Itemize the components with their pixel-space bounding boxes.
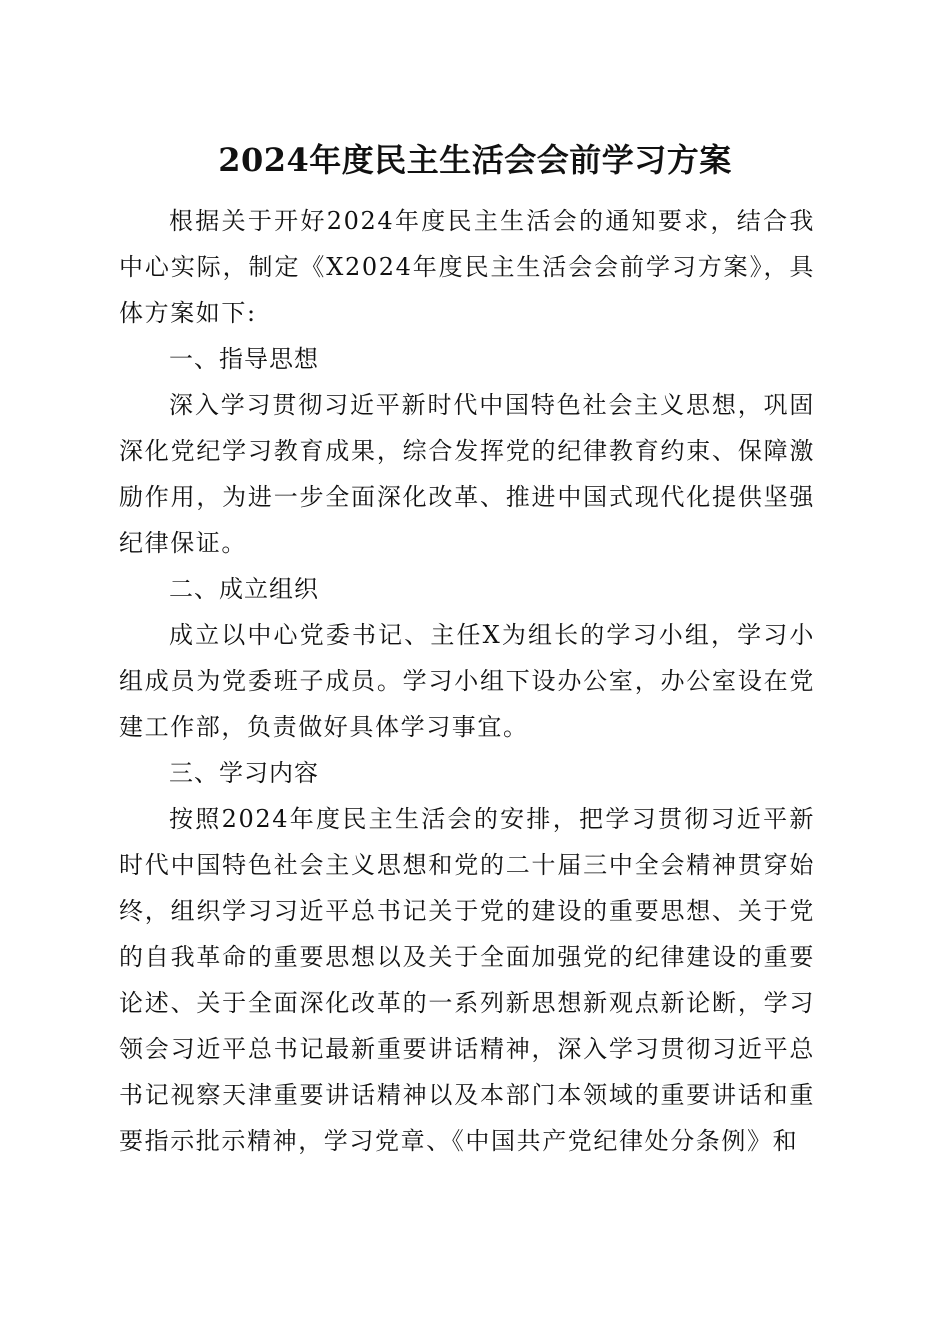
section-heading-organization: 二、成立组织 [169,575,319,603]
section-heading-study-content: 三、学习内容 [169,759,319,787]
document-body [119,198,815,1164]
intro-paragraph: 根据关于开好2024年度民主生活会的通知要求，结合我中心实际，制定《X2024年度民主生活会会前学习方案》，具体方案如下: [119,207,815,327]
section-paragraph-organization: 成立以中心党委书记、主任X为组长的学习小组，学习小组成员为党委班子成员。学习小组下设办公室，办公室设在党建工作部，负责做好具体学习事宜。 [119,621,815,741]
section-heading-guiding-thought: 一、指导思想 [169,345,319,373]
section-paragraph-study-content: 按照2024年度民主生活会的安排，把学习贯彻习近平新时代中国特色社会主义思想和党的二十届三中全会精神贯穿始终，组织学习习近平总书记关于党的建设的重要思想、关于党的自我革命的重要思想以及关于全面加强党的纪律建设的重要论述、关于全面深化改革的一系列新思想新观点新论断，学习领会习近平总书记最新重要讲话精神，深入学习贯彻习近平总书记视察天津重要讲话精神以及本部门本领域的重要讲话和重要指示批示精神，学习党章、《中国共产党纪律处分条例》和 [119,805,815,1155]
document-title: 2024年度民主生活会会前学习方案 [218,141,732,179]
section-paragraph-guiding-thought: 深入学习贯彻习近平新时代中国特色社会主义思想，巩固深化党纪学习教育成果，综合发挥党的纪律教育约束、保障激励作用，为进一步全面深化改革、推进中国式现代化提供坚强纪律保证。 [119,391,815,557]
